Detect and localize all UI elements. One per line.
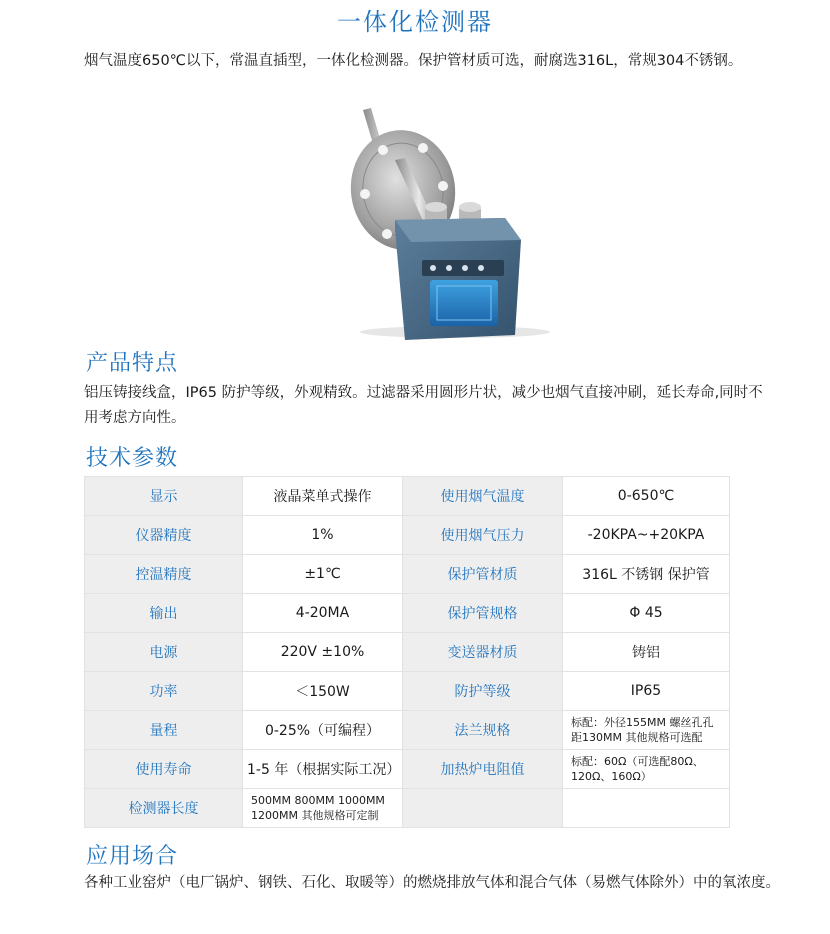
spec-value: 标配：外径155MM 螺丝孔孔 距130MM 其他规格可选配 — [563, 711, 730, 750]
spec-label: 保护管材质 — [403, 555, 563, 594]
spec-row — [85, 594, 730, 633]
spec-label: 加热炉电阻值 — [403, 750, 563, 789]
spec-value: 0-25%（可编程） — [243, 711, 403, 750]
spec-value: 316L 不锈钢 保护管 — [563, 555, 730, 594]
spec-value: Φ 45 — [563, 594, 730, 633]
spec-value — [563, 789, 730, 828]
page-title: 一体化检测器 — [337, 8, 493, 36]
spec-value: ±1℃ — [243, 555, 403, 594]
detector-product-image — [325, 100, 565, 340]
spec-row — [85, 789, 730, 828]
spec-row — [85, 555, 730, 594]
spec-label: 保护管规格 — [403, 594, 563, 633]
application-heading: 应用场合 — [86, 844, 179, 869]
spec-row — [85, 711, 730, 750]
spec-label: 使用烟气压力 — [403, 516, 563, 555]
spec-label: 输出 — [85, 594, 243, 633]
spec-label: 显示 — [85, 477, 243, 516]
spec-label: 量程 — [85, 711, 243, 750]
spec-row — [85, 477, 730, 516]
spec-heading: 技术参数 — [86, 446, 179, 471]
spec-label: 法兰规格 — [403, 711, 563, 750]
spec-label: 变送器材质 — [403, 633, 563, 672]
spec-value: 铸铝 — [563, 633, 730, 672]
spec-row — [85, 516, 730, 555]
spec-row — [85, 750, 730, 789]
spec-value: IP65 — [563, 672, 730, 711]
spec-row — [85, 672, 730, 711]
spec-label: 电源 — [85, 633, 243, 672]
spec-label: 检测器长度 — [85, 789, 243, 828]
spec-value: 1-5 年（根据实际工况） — [243, 750, 403, 789]
spec-value: 220V ±10% — [243, 633, 403, 672]
spec-value: 4-20MA — [243, 594, 403, 633]
spec-label — [403, 789, 563, 828]
spec-value: 1% — [243, 516, 403, 555]
spec-label: 使用寿命 — [85, 750, 243, 789]
features-text: 铝压铸接线盒，IP65 防护等级，外观精致。过滤器采用圆形片状，减少也烟气直接冲刷，延长寿命,同时不用考虑方向性。 — [84, 385, 763, 426]
spec-row — [85, 633, 730, 672]
spec-label: 功率 — [85, 672, 243, 711]
spec-value: -20KPA~+20KPA — [563, 516, 730, 555]
spec-label: 防护等级 — [403, 672, 563, 711]
spec-value: 500MM 800MM 1000MM 1200MM 其他规格可定制 — [243, 789, 403, 828]
features-heading: 产品特点 — [86, 351, 179, 376]
spec-table — [84, 476, 730, 828]
application-text: 各种工业窑炉（电厂锅炉、钢铁、石化、取暖等）的燃烧排放气体和混合气体（易燃气体除外）中的氧浓度。 — [84, 875, 780, 891]
intro-text: 烟气温度650℃以下，常温直插型，一体化检测器。保护管材质可选，耐腐选316L，常规304不锈钢。 — [84, 53, 743, 69]
spec-label: 控温精度 — [85, 555, 243, 594]
spec-value: 标配：60Ω（可选配80Ω、 120Ω、160Ω） — [563, 750, 730, 789]
spec-value: 0-650℃ — [563, 477, 730, 516]
spec-label: 仪器精度 — [85, 516, 243, 555]
spec-label: 使用烟气温度 — [403, 477, 563, 516]
spec-value: 液晶菜单式操作 — [243, 477, 403, 516]
spec-value: ＜150W — [243, 672, 403, 711]
